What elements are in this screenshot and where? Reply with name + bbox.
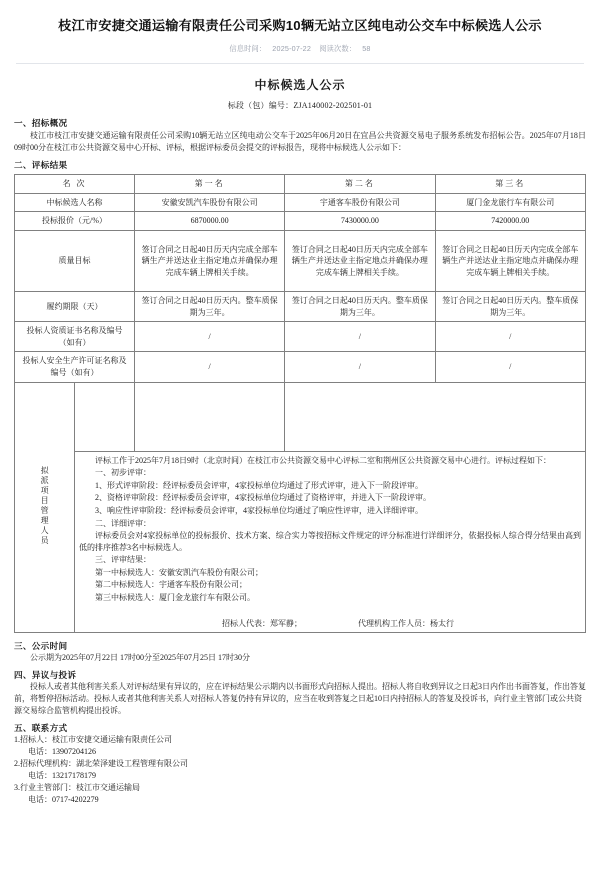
heading-contacts: 五、联系方式 bbox=[14, 722, 68, 733]
candidates-table bbox=[14, 174, 586, 633]
views-value: 58 bbox=[362, 44, 371, 54]
table-row-name bbox=[15, 193, 586, 212]
eval-line-4: 3、响应性评审阶段：经评标委员会评审，4家投标单位均通过了响应性评审，进入详细评审。 bbox=[94, 505, 423, 515]
eval-line-9: 第二中标候选人：宇通客车股份有限公司； bbox=[94, 580, 247, 590]
table-row-personnel bbox=[15, 382, 586, 451]
eval-line-7: 三、评审结果： bbox=[94, 555, 151, 565]
cell-quality-label: 质量目标 bbox=[15, 230, 135, 291]
publicity-time-line: 公示期为2025年07月22日 17时00分至2025年07月25日 17时30分 bbox=[30, 653, 250, 663]
cell-eval-body bbox=[74, 451, 585, 633]
contact-authority-phone: 电话：0717-4202279 bbox=[28, 794, 99, 804]
contact-agency-phone: 电话：13217178179 bbox=[28, 770, 96, 780]
agent-staff-label: 代理机构工作人员： bbox=[357, 618, 430, 628]
cell-qualification-label: 投标人资质证书名称及编号（如有） bbox=[15, 322, 135, 352]
contact-agency-line: 2.招标代理机构：湖北荣泽建设工程管理有限公司 bbox=[14, 758, 188, 768]
divider bbox=[16, 63, 584, 64]
eval-line-5: 二、详细评审： bbox=[94, 518, 151, 528]
cell-safety-2: / bbox=[285, 352, 435, 382]
section-title: 中标候选人公示 bbox=[254, 78, 346, 93]
eval-line-10: 第三中标候选人：厦门金龙旅行车有限公司。 bbox=[94, 593, 255, 603]
cell-rank-2: 第二名 bbox=[285, 175, 435, 194]
table-row-qualification bbox=[15, 322, 586, 352]
contact-item-authority bbox=[14, 782, 586, 806]
cell-price-label: 投标报价（元/%） bbox=[15, 212, 135, 231]
eval-line-8: 第一中标候选人：安徽安凯汽车股份有限公司； bbox=[94, 567, 263, 577]
eval-line-2: 1、形式评审阶段：经评标委员会评审，4家投标单位均通过了形式评审，进入下一阶段评审。 bbox=[94, 480, 423, 490]
cell-price-3: 7420000.00 bbox=[435, 212, 585, 231]
personnel-label-text: 拟派项目管理人员 bbox=[40, 465, 50, 546]
cell-name-1: 安徽安凯汽车股份有限公司 bbox=[134, 193, 284, 212]
heading-publicity-time: 三、公示时间 bbox=[14, 641, 68, 652]
cell-period-1: 签订合同之日起40日历天内。整车质保期为三年。 bbox=[134, 291, 284, 321]
table-row-quality bbox=[15, 230, 586, 291]
table-row-rank bbox=[15, 175, 586, 194]
cell-safety-3: / bbox=[435, 352, 585, 382]
eval-line-0: 评标工作于2025年7月18日9时（北京时间）在枝江市公共资源交易中心评标二室和荆州区公共资源交易中心进行。评标过程如下： bbox=[94, 455, 551, 465]
contact-item-agency bbox=[14, 758, 586, 782]
table-row-safety bbox=[15, 352, 586, 382]
agent-staff-name: 杨太行 bbox=[429, 618, 454, 628]
eval-line-3: 2、资格评审阶段：经评标委员会评审，4家投标单位均通过了资格评审，并进入下一阶段评审。 bbox=[94, 493, 431, 503]
eval-line-1: 一、初步评审： bbox=[94, 468, 151, 478]
cell-name-label: 中标候选人名称 bbox=[15, 193, 135, 212]
cell-quality-3: 签订合同之日起40日历天内完成全部车辆生产并送达业主指定地点并确保办理完成车辆上牌相关手续。 bbox=[435, 230, 585, 291]
cell-qualification-3: / bbox=[435, 322, 585, 352]
table-row-period bbox=[15, 291, 586, 321]
contact-item-tenderer bbox=[14, 734, 586, 758]
table-row-price bbox=[15, 212, 586, 231]
cell-period-3: 签订合同之日起40日历天内。整车质保期为三年。 bbox=[435, 291, 585, 321]
cell-qualification-1: / bbox=[134, 322, 284, 352]
views-label: 阅读次数： bbox=[319, 44, 357, 54]
cell-safety-1: / bbox=[134, 352, 284, 382]
cell-price-1: 6870000.00 bbox=[134, 212, 284, 231]
signature-row bbox=[79, 618, 581, 630]
cell-safety-label: 投标人安全生产许可证名称及编号（如有） bbox=[15, 352, 135, 382]
cell-price-2: 7430000.00 bbox=[285, 212, 435, 231]
tail-sections bbox=[14, 640, 586, 805]
cell-personnel-label bbox=[15, 382, 75, 633]
cell-name-3: 厦门金龙旅行车有限公司 bbox=[435, 193, 585, 212]
cell-period-label: 履约期限（天） bbox=[15, 291, 135, 321]
info-time-label: 信息时间： bbox=[229, 44, 267, 54]
overview-paragraph: 枝江市枝江市安捷交通运输有限责任公司采购10辆无站立区纯电动公交车于2025年06月20日在宜昌公共资源交易电子服务系统发布招标公告。2025年07月18日 09时00分在枝江市公共资源交易中心开标、评标，根据评标委员会提交的评标报告，现将中标候选人公示如下： bbox=[14, 131, 586, 152]
tenderer-rep-label: 招标人代表： bbox=[221, 618, 270, 628]
info-time-value: 2025-07-22 bbox=[272, 44, 312, 54]
cell-rank-label: 名 次 bbox=[15, 175, 135, 194]
cell-quality-1: 签订合同之日起40日历天内完成全部车辆生产并送达业主指定地点并确保办理完成车辆上牌相关手续。 bbox=[134, 230, 284, 291]
cell-qualification-2: / bbox=[285, 322, 435, 352]
contact-tenderer-line: 1.招标人：枝江市安捷交通运输有限责任公司 bbox=[14, 734, 172, 744]
table-row-eval bbox=[15, 451, 586, 633]
cell-personnel-2 bbox=[285, 382, 586, 451]
package-number: 标段（包）编号：ZJA140002-202501-01 bbox=[227, 101, 373, 111]
publish-meta bbox=[14, 44, 586, 54]
eval-line-6: 评标委员会对4家投标单位的投标报价、技术方案、综合实力等按招标文件规定的评分标准进行详细评分，依据投标人综合得分结果由高到低的排序推荐3名中标候选人。 bbox=[78, 531, 581, 552]
heading-objection: 四、异议与投诉 bbox=[14, 670, 77, 681]
heading-overview: 一、招标概况 bbox=[14, 118, 68, 129]
tenderer-rep-name: 郑军静； bbox=[269, 618, 302, 628]
objection-paragraph: 投标人或者其他利害关系人对评标结果有异议的，应在评标结果公示期内以书面形式向招标人提出。招标人将自收到异议之日起3日内作出书面答复，作出答复前，将暂停招标活动。投标人或者其他利害关系人对招标人答复仍持有异议的，应当在收到答复之日起10日内持招标人的答复及投诉书，向行业主管部门或公共资源交易综合监管机构提出投诉。 bbox=[14, 682, 586, 715]
cell-personnel-spacer bbox=[74, 382, 134, 451]
contact-authority-line: 3.行业主管部门：枝江市交通运输局 bbox=[14, 782, 140, 792]
cell-personnel-1 bbox=[134, 382, 284, 451]
cell-rank-1: 第一名 bbox=[134, 175, 284, 194]
cell-quality-2: 签订合同之日起40日历天内完成全部车辆生产并送达业主指定地点并确保办理完成车辆上牌相关手续。 bbox=[285, 230, 435, 291]
cell-period-2: 签订合同之日起40日历天内。整车质保期为三年。 bbox=[285, 291, 435, 321]
cell-rank-3: 第三名 bbox=[435, 175, 585, 194]
page-title: 枝江市安捷交通运输有限责任公司采购10辆无站立区纯电动公交车中标候选人公示 bbox=[58, 18, 542, 33]
cell-name-2: 宇通客车股份有限公司 bbox=[285, 193, 435, 212]
contact-tenderer-phone: 电话：13907204126 bbox=[28, 746, 96, 756]
heading-results: 二、评标结果 bbox=[14, 160, 68, 171]
